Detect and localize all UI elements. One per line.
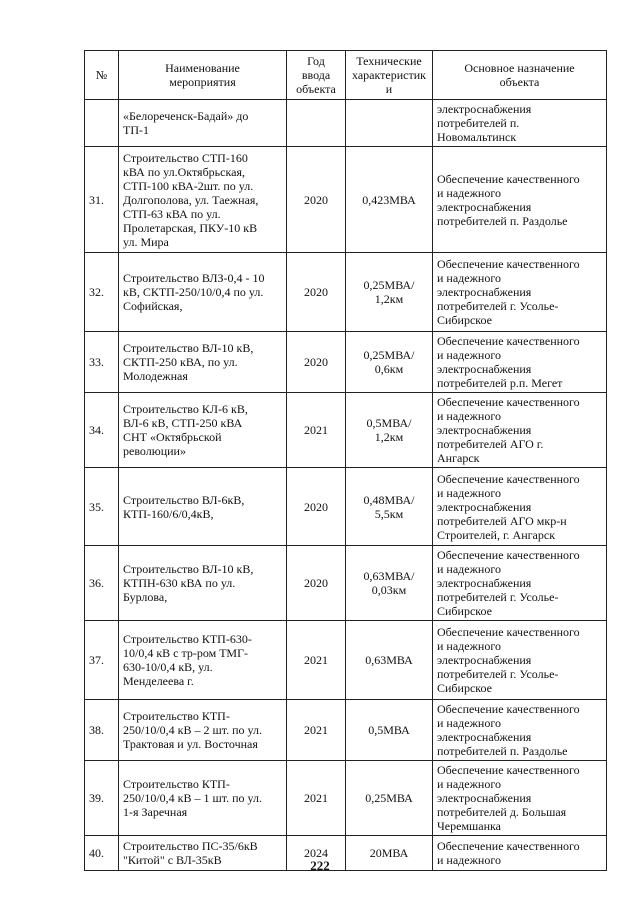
row-purpose: электроснабжения потребителей п. Новомальтинск	[433, 100, 607, 147]
row-purpose: Обеспечение качественного и надежного электроснабжения потребителей п. Раздолье	[433, 147, 607, 253]
row-purpose: Обеспечение качественного и надежного электроснабжения потребителей д. Большая Черемшанка	[433, 761, 607, 836]
row-activity-name: Строительство ВЛ-6кВ, КТП-160/6/0,4кВ,	[119, 468, 287, 546]
table-row	[85, 621, 607, 700]
header-technical-characteristics: Технические характеристик и	[346, 51, 433, 100]
row-number: 38.	[85, 700, 119, 761]
row-number: 40.	[85, 836, 119, 871]
row-activity-name: Строительство КЛ-6 кВ, ВЛ-6 кВ, СТП-250 кВА СНТ «Октябрьской революции»	[119, 393, 287, 468]
table-row	[85, 253, 607, 332]
table-header-row	[85, 51, 607, 100]
row-year: 2021	[287, 700, 346, 761]
table-row	[85, 700, 607, 761]
row-number: 36.	[85, 546, 119, 621]
row-purpose: Обеспечение качественного и надежного электроснабжения потребителей п. Раздолье	[433, 700, 607, 761]
row-tech: 0,5МВА	[346, 700, 433, 761]
header-number: №	[85, 51, 119, 100]
row-purpose: Обеспечение качественного и надежного	[433, 836, 607, 871]
row-number: 39.	[85, 761, 119, 836]
row-purpose: Обеспечение качественного и надежного электроснабжения потребителей г. Усолье- Сибирское	[433, 546, 607, 621]
row-number: 31.	[85, 147, 119, 253]
activities-table	[84, 50, 607, 871]
row-purpose: Обеспечение качественного и надежного электроснабжения потребителей р.п. Мегет	[433, 332, 607, 393]
row-tech: 0,48МВА/ 5,5км	[346, 468, 433, 546]
row-activity-name: Строительство ВЛ-10 кВ, СКТП-250 кВА, по ул. Молодежная	[119, 332, 287, 393]
row-tech: 0,25МВА/ 0,6км	[346, 332, 433, 393]
row-activity-name: Строительство КТП-630- 10/0,4 кВ с тр-ром ТМГ- 630-10/0,4 кВ, ул. Менделеева г.	[119, 621, 287, 700]
row-year: 2021	[287, 621, 346, 700]
row-activity-name: Строительство ВЛ-10 кВ, КТПН-630 кВА по ул. Бурлова,	[119, 546, 287, 621]
row-year: 2021	[287, 761, 346, 836]
row-tech: 0,423МВА	[346, 147, 433, 253]
row-tech: 0,25МВА	[346, 761, 433, 836]
header-main-purpose: Основное назначение объекта	[433, 51, 607, 100]
row-tech: 0,25МВА/ 1,2км	[346, 253, 433, 332]
row-year: 2020	[287, 332, 346, 393]
row-activity-name: Строительство КТП- 250/10/0,4 кВ – 2 шт. по ул. Трактовая и ул. Восточная	[119, 700, 287, 761]
row-year: 2020	[287, 253, 346, 332]
row-purpose: Обеспечение качественного и надежного электроснабжения потребителей г. Усолье- Сибирское	[433, 621, 607, 700]
row-number	[85, 100, 119, 147]
row-year: 2020	[287, 468, 346, 546]
row-activity-name: «Белореченск-Бадай» до ТП-1	[119, 100, 287, 147]
row-number: 37.	[85, 621, 119, 700]
row-year: 2021	[287, 393, 346, 468]
row-tech	[346, 100, 433, 147]
header-commissioning-year: Год ввода объекта	[287, 51, 346, 100]
row-purpose: Обеспечение качественного и надежного электроснабжения потребителей г. Усолье- Сибирское	[433, 253, 607, 332]
table-row	[85, 546, 607, 621]
table-row	[85, 332, 607, 393]
row-year: 2024	[287, 836, 346, 871]
header-activity-name: Наименование мероприятия	[119, 51, 287, 100]
row-year: 2020	[287, 147, 346, 253]
row-activity-name: Строительство КТП- 250/10/0,4 кВ – 1 шт. по ул. 1-я Заречная	[119, 761, 287, 836]
row-year: 2020	[287, 546, 346, 621]
row-purpose: Обеспечение качественного и надежного электроснабжения потребителей АГО мкр-н Строителей, г. Ангарск	[433, 468, 607, 546]
row-tech: 20МВА	[346, 836, 433, 871]
page-number: 222	[310, 858, 330, 873]
row-activity-name: Строительство ВЛЗ-0,4 - 10 кВ, СКТП-250/10/0,4 по ул. Софийская,	[119, 253, 287, 332]
row-tech: 0,63МВА/ 0,03км	[346, 546, 433, 621]
row-purpose: Обеспечение качественного и надежного электроснабжения потребителей АГО г. Ангарск	[433, 393, 607, 468]
table-row	[85, 761, 607, 836]
row-tech: 0,63МВА	[346, 621, 433, 700]
row-number: 35.	[85, 468, 119, 546]
row-activity-name: Строительство СТП-160 кВА по ул.Октябрьская, СТП-100 кВА-2шт. по ул. Долгополова, ул. Таежная, СТП-63 кВА по ул. Пролетарская, ПКУ-10 кВ ул. Мира	[119, 147, 287, 253]
table-row	[85, 468, 607, 546]
row-year	[287, 100, 346, 147]
table-row	[85, 100, 607, 147]
row-number: 34.	[85, 393, 119, 468]
table-row	[85, 393, 607, 468]
row-activity-name: Строительство ПС-35/6кВ "Китой" с ВЛ-35кВ	[119, 836, 287, 871]
row-number: 33.	[85, 332, 119, 393]
row-tech: 0,5МВА/ 1,2км	[346, 393, 433, 468]
table-row	[85, 147, 607, 253]
row-number: 32.	[85, 253, 119, 332]
